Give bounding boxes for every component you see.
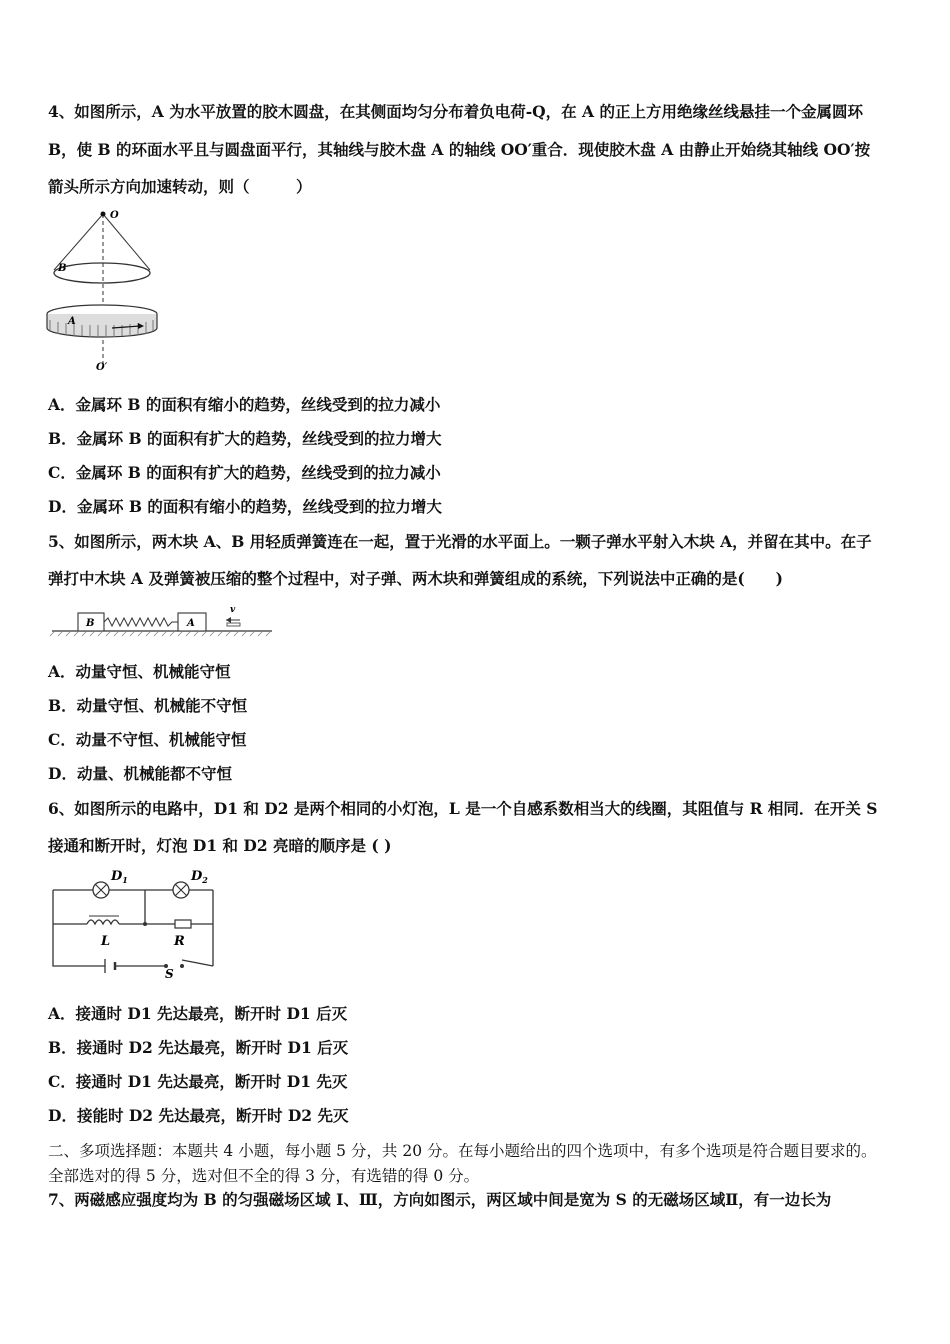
q4-option-c: C．金属环 B 的面积有扩大的趋势，丝线受到的拉力减小 <box>48 463 441 482</box>
q4-label-b: B <box>58 263 67 274</box>
q4-option-b: B．金属环 B 的面积有扩大的趋势，丝线受到的拉力增大 <box>48 429 442 448</box>
q6-label-l: L <box>101 934 111 949</box>
q5-option-c: C．动量不守恒、机械能守恒 <box>48 730 247 749</box>
q5-figure-blocks-spring <box>50 602 280 636</box>
q5-option-d: D．动量、机械能都不守恒 <box>48 764 232 783</box>
q5-label-v: v <box>230 605 236 615</box>
q4-stem-line3: 箭头所示方向加速转动，则（ ） <box>48 177 312 196</box>
q6-label-d2: $D_2$ <box>191 869 208 885</box>
q6-stem-line2: 接通和断开时，灯泡 D1 和 D2 亮暗的顺序是 ( ) <box>48 836 392 855</box>
q5-label-a: A <box>187 618 195 629</box>
q4-label-o: O <box>110 210 119 221</box>
q7-stem-line1: 7、两磁感应强度均为 B 的匀强磁场区域 I、Ⅲ，方向如图示，两区域中间是宽为 S 的无磁场区域Ⅱ，有一边长为 <box>48 1190 832 1209</box>
q5-option-a: A．动量守恒、机械能守恒 <box>48 662 231 681</box>
q6-option-a: A．接通时 D1 先达最亮，断开时 D1 后灭 <box>48 1004 348 1023</box>
q5-stem-line2: 弹打中木块 A 及弹簧被压缩的整个过程中，对子弹、两木块和弹簧组成的系统，下列说法中正确的是( ) <box>48 569 783 588</box>
q4-label-o-prime: O′ <box>96 362 108 373</box>
section2-heading-line2: 全部选对的得 5 分，选对但不全的得 3 分，有选错的得 0 分。 <box>48 1167 480 1185</box>
q4-option-a: A．金属环 B 的面积有缩小的趋势，丝线受到的拉力减小 <box>48 395 441 414</box>
q6-option-c: C．接通时 D1 先达最亮，断开时 D1 先灭 <box>48 1072 348 1091</box>
q6-label-r: R <box>174 934 185 949</box>
q5-label-b: B <box>86 618 95 629</box>
q5-option-b: B．动量守恒、机械能不守恒 <box>48 696 248 715</box>
q4-figure-disk-ring <box>40 208 170 373</box>
q5-stem-line1: 5、如图所示，两木块 A、B 用轻质弹簧连在一起，置于光滑的水平面上。一颗子弹水平射入木块 A，并留在其中。在子 <box>48 532 872 551</box>
q6-label-s: S <box>165 967 174 981</box>
q6-option-d: D．接能时 D2 先达最亮，断开时 D2 先灭 <box>48 1106 349 1125</box>
q4-label-a: A <box>68 316 76 327</box>
q6-figure-circuit <box>45 866 225 981</box>
q4-option-d: D．金属环 B 的面积有缩小的趋势，丝线受到的拉力增大 <box>48 497 442 516</box>
q6-option-b: B．接通时 D2 先达最亮，断开时 D1 后灭 <box>48 1038 349 1057</box>
section2-heading-line1: 二、多项选择题：本题共 4 小题，每小题 5 分，共 20 分。在每小题给出的四个选项中，有多个选项是符合题目要求的。 <box>48 1142 877 1160</box>
q4-stem-line2: B，使 B 的环面水平且与圆盘面平行，其轴线与胶木盘 A 的轴线 OO′重合．现使胶木盘 A 由静止开始绕其轴线 OO′按 <box>48 140 871 159</box>
q6-label-d1: $D_1$ <box>111 869 128 885</box>
q6-stem-line1: 6、如图所示的电路中，D1 和 D2 是两个相同的小灯泡，L 是一个自感系数相当大的线圈，其阻值与 R 相同．在开关 S <box>48 799 878 818</box>
q4-stem-line1: 4、如图所示，A 为水平放置的胶木圆盘，在其侧面均匀分布着负电荷-Q，在 A 的正上方用绝缘丝线悬挂一个金属圆环 <box>48 102 863 121</box>
